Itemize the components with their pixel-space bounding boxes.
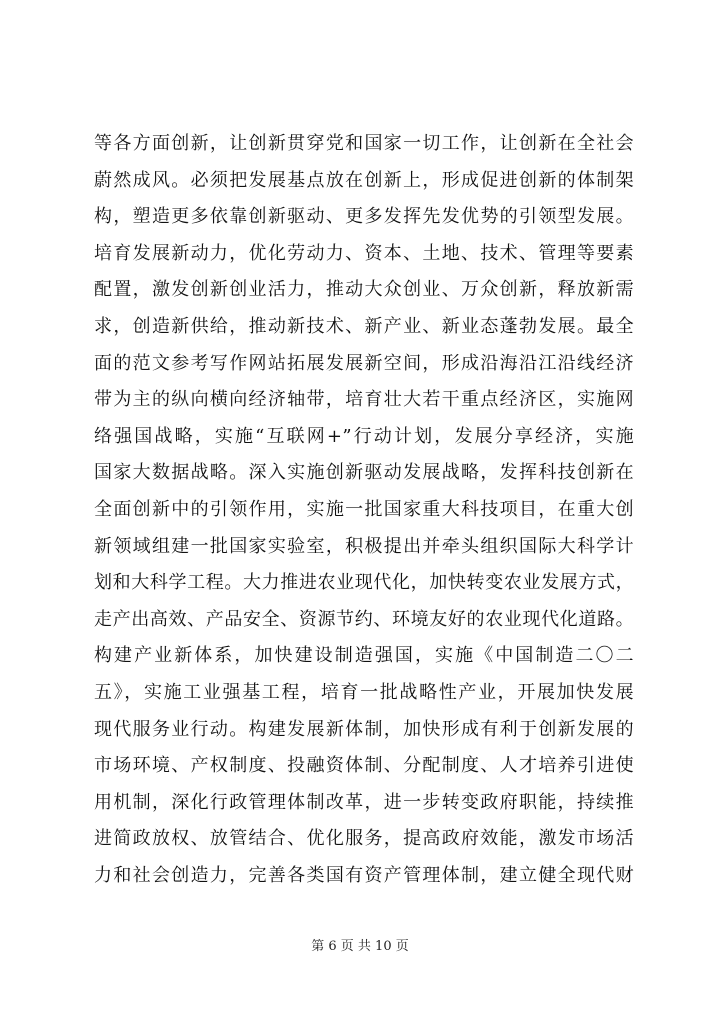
- text-line: 五》，实施工业强基工程，培育一批战略性产业，开展加快发展: [94, 681, 634, 703]
- text-line: 培育发展新动力，优化劳动力、资本、土地、技术、管理等要素: [94, 242, 634, 264]
- page-number-footer: 第 6 页 共 10 页: [311, 939, 409, 954]
- text-line: 求，创造新供给，推动新技术、新产业、新业态蓬勃发展。最全: [94, 315, 634, 337]
- text-line: 蔚然成风。必须把发展基点放在创新上，形成促进创新的体制架: [94, 169, 634, 191]
- text-line: 划和大科学工程。大力推进农业现代化，加快转变农业发展方式，: [94, 572, 634, 594]
- text-line: 配置，激发创新创业活力，推动大众创业、万众创新，释放新需: [94, 279, 634, 301]
- text-line: 市场环境、产权制度、投融资体制、分配制度、人才培养引进使: [94, 755, 634, 777]
- text-line: 构，塑造更多依靠创新驱动、更多发挥先发优势的引领型发展。: [94, 206, 634, 228]
- text-line: 等各方面创新，让创新贯穿党和国家一切工作，让创新在全社会: [94, 133, 634, 154]
- text-line: 国家大数据战略。深入实施创新驱动发展战略，发挥科技创新在: [94, 462, 634, 484]
- text-line: 进简政放权、放管结合、优化服务，提高政府效能，激发市场活: [94, 828, 634, 850]
- text-line: 全面创新中的引领作用，实施一批国家重大科技项目，在重大创: [94, 498, 634, 520]
- text-line: 带为主的纵向横向经济轴带，培育壮大若干重点经济区，实施网: [94, 389, 634, 411]
- text-line: 新领域组建一批国家实验室，积极提出并牵头组织国际大科学计: [94, 535, 634, 557]
- text-line: 走产出高效、产品安全、资源节约、环境友好的农业现代化道路。: [94, 608, 634, 630]
- text-line: 用机制，深化行政管理体制改革，进一步转变政府职能，持续推: [94, 791, 634, 813]
- text-line: 络强国战略，实施“互联网+”行动计划，发展分享经济，实施: [94, 425, 634, 447]
- body-text: [94, 126, 634, 894]
- text-line: 现代服务业行动。构建发展新体制，加快形成有利于创新发展的: [94, 718, 634, 740]
- text-line: 面的范文参考写作网站拓展发展新空间，形成沿海沿江沿线经济: [94, 352, 634, 374]
- text-line: 力和社会创造力，完善各类国有资产管理体制，建立健全现代财: [94, 864, 634, 886]
- text-line: 构建产业新体系，加快建设制造强国，实施《中国制造二〇二: [94, 645, 634, 667]
